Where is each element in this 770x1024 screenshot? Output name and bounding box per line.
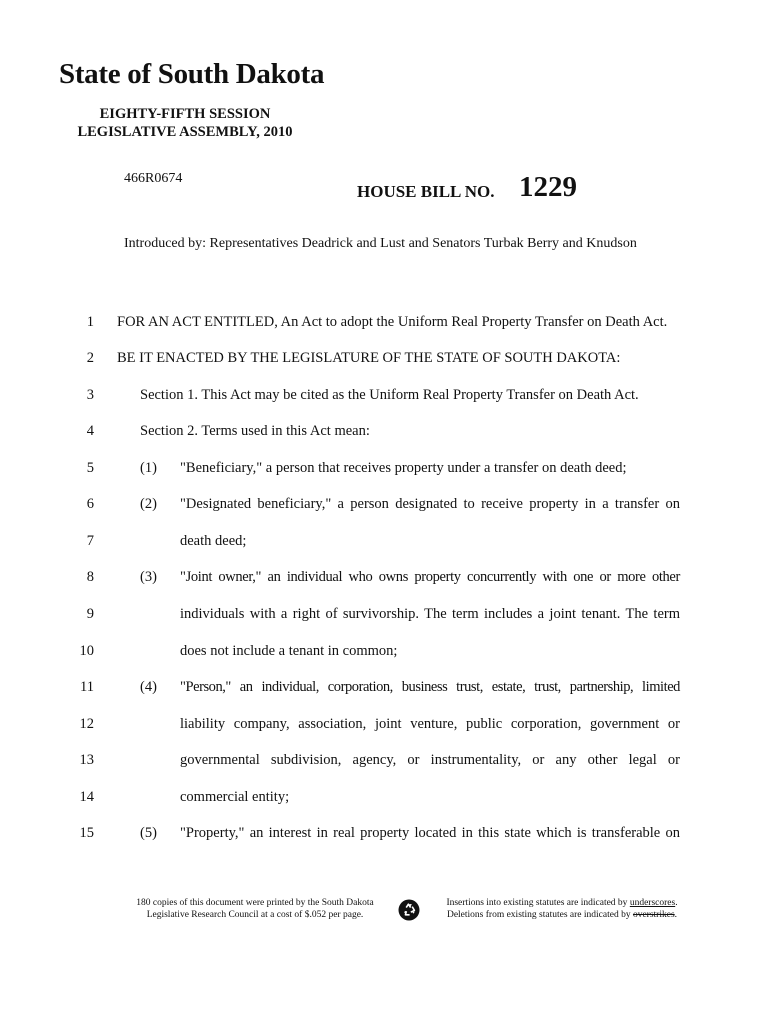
line-number: 15 xyxy=(79,825,94,841)
bill-text-line: "Property," an interest in real property located in this state which is transferable on xyxy=(180,825,680,841)
item-number: (4) xyxy=(140,679,157,695)
bill-number: 1229 xyxy=(519,171,577,203)
overstrikes-sample: overstrikes xyxy=(632,910,675,920)
line-number: 2 xyxy=(86,350,94,366)
item-number: (3) xyxy=(140,569,157,585)
print-cost-note xyxy=(110,897,400,921)
assembly-title: LEGISLATIVE ASSEMBLY, 2010 xyxy=(77,124,293,140)
line-number: 8 xyxy=(86,569,94,585)
bill-text-line: liability company, association, joint venture, public corporation, government or xyxy=(180,716,680,732)
line-number: 14 xyxy=(79,789,94,805)
line-number: 10 xyxy=(79,643,94,659)
print-cost-line: Legislative Research Council at a cost of $.052 per page. xyxy=(146,910,364,920)
line-number: 13 xyxy=(79,752,94,768)
state-title: State of South Dakota xyxy=(59,58,325,90)
bill-text-line: death deed; xyxy=(180,533,247,549)
line-number: 11 xyxy=(80,679,94,695)
insertion-legend xyxy=(432,897,692,909)
bill-label: HOUSE BILL NO. xyxy=(357,182,495,201)
deletion-legend xyxy=(432,909,692,921)
line-number: 9 xyxy=(86,606,94,622)
deletion-legend-period: . xyxy=(674,910,678,920)
insertion-legend-text: Insertions into existing statutes are indicated by xyxy=(446,898,630,908)
document-number: 466R0674 xyxy=(124,171,183,186)
item-number: (5) xyxy=(140,825,157,841)
print-cost-line: 180 copies of this document were printed by the South Dakota xyxy=(136,898,374,908)
line-number: 12 xyxy=(79,716,94,732)
bill-text-line: Section 2. Terms used in this Act mean: xyxy=(140,423,370,439)
line-number: 1 xyxy=(86,314,94,330)
insertion-legend-period: . xyxy=(675,898,678,908)
introduced-by: Introduced by: Representatives Deadrick and Lust and Senators Turbak Berry and Knudson xyxy=(124,236,637,251)
recycle-icon xyxy=(398,899,420,921)
bill-text-line: does not include a tenant in common; xyxy=(180,643,398,659)
underscores-sample: underscores xyxy=(629,898,676,908)
bill-text-line: FOR AN ACT ENTITLED, An Act to adopt the Uniform Real Property Transfer on Death Act. xyxy=(117,314,668,330)
deletion-legend-text: Deletions from existing statutes are indicated by xyxy=(446,910,633,920)
bill-text-line: governmental subdivision, agency, or instrumentality, or any other legal or xyxy=(180,752,680,768)
statute-legend xyxy=(432,897,692,921)
bill-text-line: "Designated beneficiary," a person designated to receive property in a transfer on xyxy=(180,496,680,512)
bill-text-line: "Person," an individual, corporation, business trust, estate, trust, partnership, limited xyxy=(180,679,680,695)
line-number: 3 xyxy=(86,387,94,403)
item-number: (1) xyxy=(140,460,157,476)
bill-text-line: individuals with a right of survivorship. The term includes a joint tenant. The term xyxy=(180,606,680,622)
line-number: 6 xyxy=(86,496,94,512)
line-number: 4 xyxy=(86,423,94,439)
bill-text-line: "Joint owner," an individual who owns property concurrently with one or more other xyxy=(180,569,680,585)
bill-text-line: commercial entity; xyxy=(180,789,290,805)
bill-text-line: Section 1. This Act may be cited as the Uniform Real Property Transfer on Death Act. xyxy=(140,387,639,403)
bill-text-line: BE IT ENACTED BY THE LEGISLATURE OF THE STATE OF SOUTH DAKOTA: xyxy=(117,350,621,366)
line-number: 5 xyxy=(86,460,94,476)
session-title: EIGHTY-FIFTH SESSION xyxy=(99,106,271,122)
item-number: (2) xyxy=(140,496,157,512)
line-number: 7 xyxy=(86,533,94,549)
bill-text-line: "Beneficiary," a person that receives property under a transfer on death deed; xyxy=(180,460,627,476)
